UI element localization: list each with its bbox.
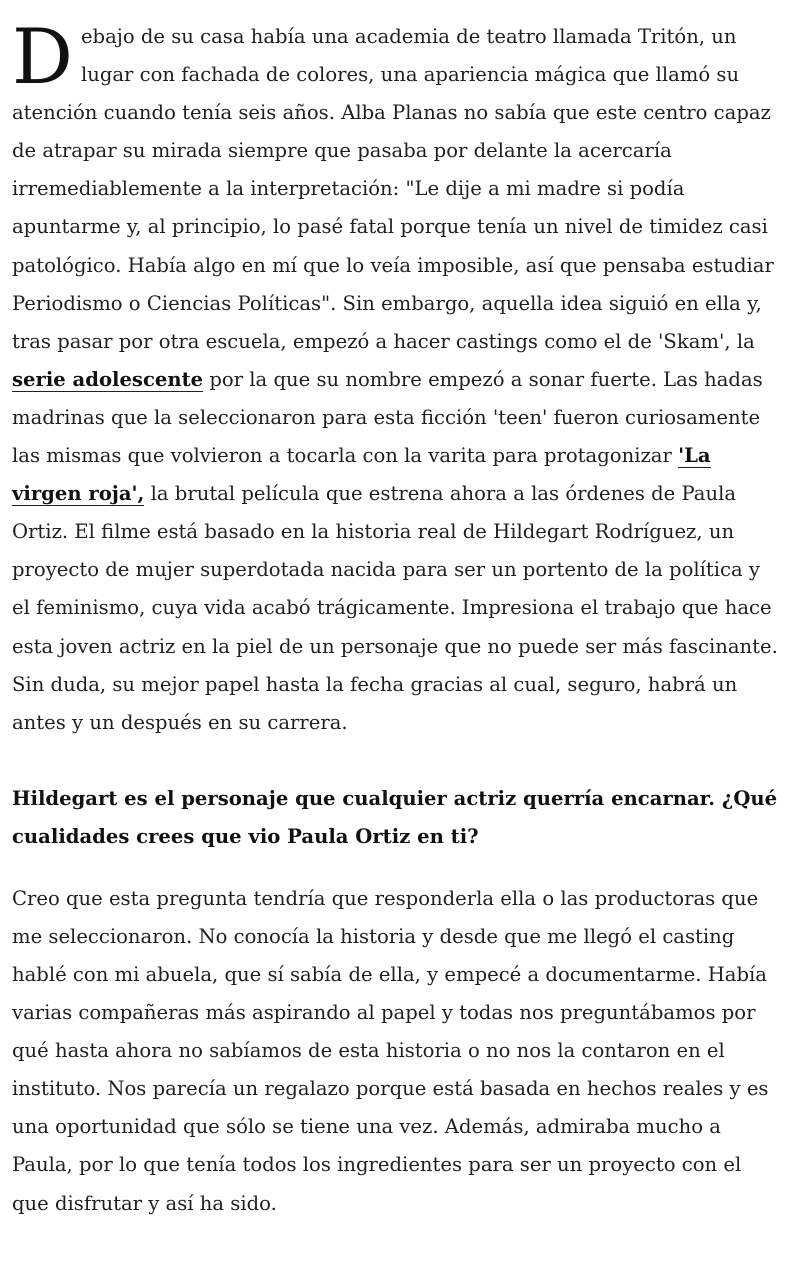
interview-question: Hildegart es el personaje que cualquier actriz querría encarnar. ¿Qué cualidades crees que vio Paula Ortiz en ti?	[12, 786, 778, 848]
intro-text-part-3: la brutal película que estrena ahora a las órdenes de Paula Ortiz. El filme está basado en la historia real de Hildegart Rodríguez, un proyecto de mujer superdotada nacida para ser un portento de la política y el feminismo, cuya vida acabó trágicamente. Impresiona el trabajo que hace esta joven actriz en la piel de un personaje que no puede ser más fascinante. Sin duda, su mejor papel hasta la fecha gracias al cual, seguro, habrá un antes y un después en su carrera.	[12, 482, 778, 734]
interview-answer: Creo que esta pregunta tendría que responderla ella o las productoras que me seleccionaron. No conocía la historia y desde que me llegó el casting hablé con mi abuela, que sí sabía de ella, y empecé a documentarme. Había varias compañeras más aspirando al papel y todas nos preguntábamos por qué hasta ahora no sabíamos de esta historia o no nos la contaron en el instituto. Nos parecía un regalazo porque está basada en hechos reales y es una oportunidad que sólo se tiene una vez. Además, admiraba mucho a Paula, por lo que tenía todos los ingredientes para ser un proyecto con el que disfrutar y así ha sido.	[12, 886, 769, 1215]
drop-cap: D	[12, 12, 73, 101]
intro-text-part-2: por la que su nombre empezó a sonar fuerte. Las hadas madrinas que la seleccionaron para esta ficción 'teen' fueron curiosamente las mismas que volvieron a tocarla con la varita para protagonizar	[12, 367, 763, 468]
intro-text-part-1: ebajo de su casa había una academia de teatro llamada Tritón, un lugar con fachada de colores, una apariencia mágica que llamó su atención cuando tenía seis años. Alba Planas no sabía que este centro capaz de atrapar su mirada siempre que pasaba por delante la acercaría irremediablemente a la interpretación: "Le dije a mi madre si podía apuntarme y, al principio, lo pasé fatal porque tenía un nivel de timidez casi patológico. Había algo en mí que lo veía imposible, así que pensaba estudiar Periodismo o Ciencias Políticas". Sin embargo, aquella idea siguió en ella y, tras pasar por otra escuela, empezó a hacer castings como el de 'Skam', la	[12, 25, 774, 353]
intro-paragraph	[12, 12, 778, 742]
link-serie-adolescente[interactable]: serie adolescente	[12, 367, 204, 391]
link-la-virgen-roja[interactable]: 'La virgen roja',	[12, 444, 711, 506]
article-body	[12, 12, 778, 1223]
